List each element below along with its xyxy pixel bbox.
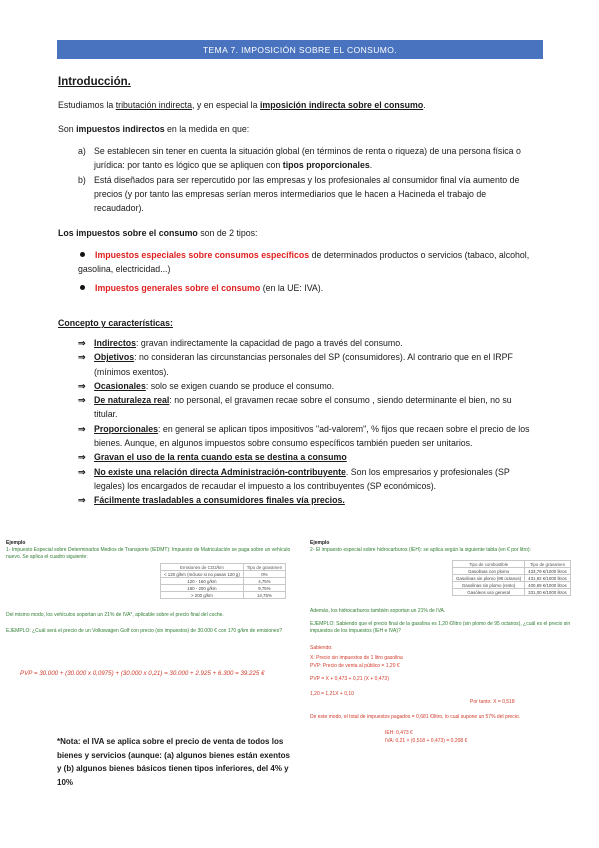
solution-line: IEH: 0,473 € — [385, 730, 413, 736]
text: Estudiamos la — [58, 100, 116, 110]
arrow-icon: ⇒ — [78, 352, 86, 363]
text: : no personal, el gravamen recae sobre el consumo , siendo determinante el bien, no su titular. — [94, 395, 512, 420]
arrow-icon: ⇒ — [78, 495, 86, 506]
text: , y en especial la — [191, 100, 260, 110]
arrow-icon: ⇒ — [78, 380, 86, 391]
bullet-icon — [80, 252, 85, 257]
vat-note: *Nota: el IVA se aplica sobre el precio de venta de todos los bienes y servicios (aunque: (a) algunos bienes están exentos y (b) algunos bienes básicos tienen tipos inferiores, del 4% y 10% — [57, 737, 290, 787]
table-cell: 9,75% — [243, 585, 285, 592]
solution-result: Por tanto: X = 0,518 — [470, 699, 515, 705]
example-left-label: Ejemplo — [6, 540, 26, 546]
example-left-description: 1- Impuesto Especial sobre Determinados Medios de Transporte (IEDMT): Impuesto de Matriculación se paga sobre un vehículo nuevo. Se aplica el cuadro siguiente: — [6, 547, 291, 561]
text: . — [369, 160, 373, 171]
underlined-term: imposición indirecta sobre el consumo — [259, 100, 424, 110]
table-row — [453, 582, 571, 589]
table-row — [453, 589, 571, 596]
list-marker: a) — [78, 146, 86, 156]
list-item — [78, 350, 534, 379]
table-header: Tipo de gravamen — [525, 561, 571, 568]
solution-line: X: Precio sin impuestos de 1 litro gasolina — [310, 655, 403, 661]
solution-equation: 1,20 = 1,21X + 0,10 — [310, 691, 354, 697]
solution-line: PVP: Precio de venta al público = 1,20 € — [310, 663, 400, 669]
bold-term: Los impuestos sobre el consumo — [58, 228, 198, 238]
arrow-icon: ⇒ — [78, 423, 86, 434]
text: (en la UE: IVA). — [260, 282, 324, 293]
solution-line: IVA: 0,21 × (0,518 + 0,473) = 0,208 € — [385, 738, 468, 744]
table-cell: < 120 g/km (Incluso si no pasan 120 g) — [161, 571, 244, 578]
table-row — [453, 568, 571, 575]
text: . Son los empresarios y profesionales (SP legales) los encargados de recaudar el impuesto a los contribuyentes (SP económicos). — [94, 466, 510, 491]
example-right-table — [452, 560, 571, 596]
example-left-after: Del mismo modo, los vehículos soportan un 21% de IVA*, aplicable sobre el precio final del coche. — [6, 612, 224, 618]
table-cell: 120 - 160 g/km — [161, 578, 244, 585]
list-item — [78, 173, 534, 216]
table-cell: Gasolinas sin plomo (98 octanos) — [453, 575, 525, 582]
list-item — [78, 493, 534, 507]
table-row — [161, 571, 286, 578]
example-left-formula: PVP = 30.000 + (30.000 x 0,0975) + (30.000 x 0,21) = 30.000 + 2.925 + 6.300 = 39.225 € — [20, 670, 265, 677]
table-cell: 331,00 €/1000 litros — [525, 589, 571, 596]
bullet-icon — [80, 285, 85, 290]
text: son de 2 tipos: — [197, 228, 258, 238]
solution-summary: De este modo, el total de impuestos pagados = 0,681 €/litro, lo cual supone un 57% del precio. — [310, 714, 520, 720]
table-header: Tipo de gravamen — [243, 564, 285, 571]
solution-heading: Sabiendo: — [310, 645, 333, 651]
table-cell: 0% — [243, 571, 285, 578]
list-item — [78, 336, 534, 350]
table-cell: 400,69 €/1000 litros — [525, 582, 571, 589]
example-left-question: EJEMPLO: ¿Cuál será el precio de un Volkswagen Golf con precio (sin impuestos) de 30.000 € con 170 g/km de emisiones? — [6, 628, 282, 634]
underlined-term: Proporcionales — [94, 423, 159, 434]
table-cell: 14,75% — [243, 592, 285, 599]
arrow-icon: ⇒ — [78, 466, 86, 477]
concept-heading: Concepto y características: — [58, 318, 173, 328]
list-item — [78, 393, 534, 422]
bold-term: impuestos indirectos — [76, 124, 165, 134]
arrow-icon: ⇒ — [78, 452, 86, 463]
table-cell: 4,75% — [243, 578, 285, 585]
list-item — [78, 281, 538, 295]
text: Se establecen sin tener en cuenta la situación global (en términos de renta o riqueza) de una persona física o jurídica: por tanto es lógico que se apliquen con — [94, 146, 521, 171]
list-item — [78, 379, 534, 393]
text: . — [423, 100, 426, 110]
table-row — [161, 585, 286, 592]
list-item — [78, 248, 538, 277]
characteristics-list — [78, 336, 534, 508]
chapter-title: TEMA 7. IMPOSICIÓN SOBRE EL CONSUMO. — [202, 44, 398, 55]
list-item-text — [94, 144, 534, 173]
text: Son — [58, 124, 77, 134]
text: de determinados productos o servicios (tabaco, alcohol, gasolina, electricidad...) — [78, 250, 530, 275]
table-cell: Gasóleos uso general — [453, 589, 525, 596]
text: : gravan indirectamente la capacidad de pago a través del consumo. — [136, 338, 403, 348]
example-right-question: EJEMPLO: Sabiendo que el precio final de la gasolina es 1,20 €/litro (sin plomo de 95 octanos), ¿cuál es el precio sin impuestos de los impuestos (IEH e IVA)? — [310, 621, 571, 635]
table-row — [161, 592, 286, 599]
solution-equation: PVP = X + 0,473 + 0,21 (X + 0,473) — [310, 676, 389, 682]
list-item — [78, 144, 534, 173]
example-right-after: Además, los hidrocarburos también soportan un 21% de IVA. — [310, 608, 446, 614]
table-header-row — [453, 561, 571, 568]
underlined-term: Indirectos — [94, 338, 137, 348]
text: en la medida en que: — [164, 124, 250, 134]
underlined-term: Gravan el uso de la renta cuando esta se destina a consumo — [94, 452, 347, 463]
table-row — [453, 575, 571, 582]
table-header-row — [161, 564, 286, 571]
intro-list — [78, 144, 534, 215]
table-cell: Gasolinas sin plomo (resto) — [453, 582, 525, 589]
arrow-icon: ⇒ — [78, 395, 86, 406]
text: : no consideran las circunstancias personales del SP (consumidores). Al contrario que en el IRPF (mínimos exentos). — [94, 352, 513, 377]
table-cell: 433,79 €/1000 litros — [525, 568, 571, 575]
intro-heading: Introducción. — [58, 76, 131, 88]
underlined-term: Objetivos — [94, 352, 135, 363]
table-row — [161, 578, 286, 585]
types-list — [78, 248, 538, 295]
example-right-label: Ejemplo — [310, 540, 330, 546]
example-right-description: 2- El impuesto especial sobre hidrocarburos (IEH): se aplica según la siguiente tabla (en € por litro): — [310, 547, 531, 553]
list-item-text: Está diseñados para ser repercutido por las empresas y los profesionales al consumidor final vía aumento de precios (y por tanto las empresas serían meros intermediarios que le hacen a Hacineda el trabajo de recaudador). — [94, 174, 520, 214]
red-term: Impuestos especiales sobre consumos específicos — [95, 250, 310, 260]
underlined-term: Fácilmente trasladables a consumidores finales vía precios. — [94, 495, 345, 506]
types-paragraph — [58, 226, 257, 240]
intro-paragraph-1 — [58, 98, 426, 112]
table-cell: 160 - 200 g/km — [161, 585, 244, 592]
list-item — [78, 422, 534, 451]
example-left-table — [160, 563, 286, 599]
underlined-term: tributación indirecta — [115, 100, 192, 110]
table-header: Tipo de combustible — [453, 561, 525, 568]
text: : solo se exigen cuando se produce el consumo. — [145, 380, 335, 391]
underlined-term: De naturaleza real — [94, 395, 170, 406]
list-item — [78, 450, 534, 464]
table-cell: Gasolinas con plomo — [453, 568, 525, 575]
underlined-term: Ocasionales — [94, 380, 146, 391]
red-term: Impuestos generales sobre el consumo — [95, 282, 261, 293]
intro-paragraph-2 — [58, 122, 249, 136]
table-cell: 431,92 €/1000 litros — [525, 575, 571, 582]
bold-term: tipos proporcionales — [282, 160, 370, 171]
list-item — [78, 465, 534, 494]
table-header: Emisiones de CO2/km — [161, 564, 244, 571]
list-marker: b) — [78, 174, 86, 185]
table-cell: > 200 g/km — [161, 592, 244, 599]
text: : en general se aplican tipos impositivos "ad-valorem", % fijos que recaen sobre el precio de los bienes. Aunque, en algunos impuestos sobre consumo específicos también pueden ser unitarios. — [94, 423, 530, 449]
chapter-title-banner — [57, 40, 543, 59]
arrow-icon: ⇒ — [78, 338, 86, 348]
underlined-term: No existe una relación directa Administración-contribuyente — [94, 466, 346, 477]
